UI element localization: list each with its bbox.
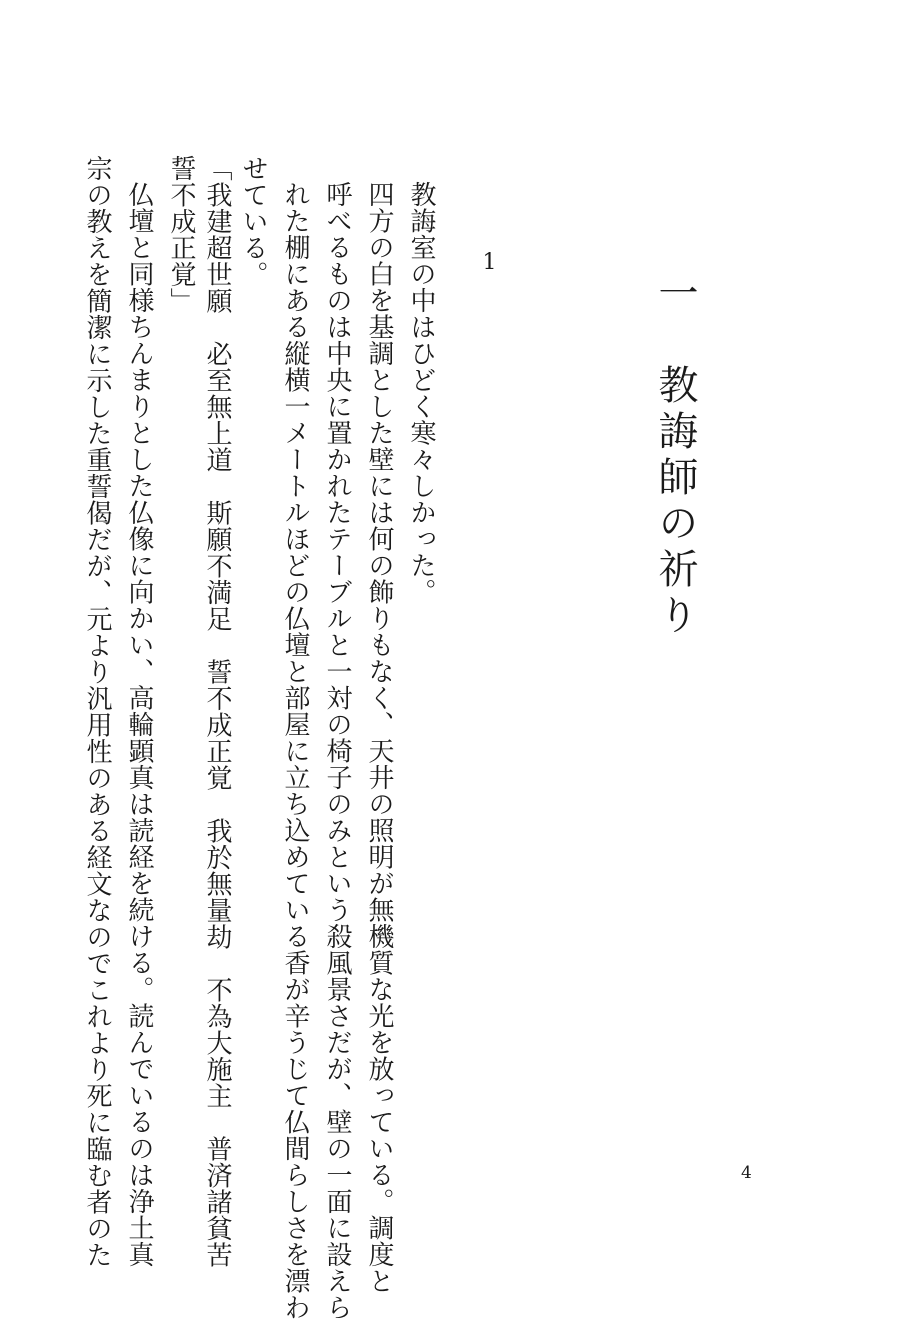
body-line: 呼べるものは中央に置かれたテーブルと一対の椅子のみという殺風景さだが、壁の一面に設えら (322, 181, 352, 1321)
body-line: 仏壇と同様ちんまりとした仏像に向かい、高輪顕真は読経を続ける。読んでいるのは浄土真 (124, 181, 154, 1268)
sutra-quote-line: 誓不成正覚」 (166, 155, 196, 314)
body-line: せている。 (238, 155, 268, 288)
body-line: 宗の教えを簡潔に示した重誓偈だが、元より汎用性のある経文なのでこれより死に臨む者のた (82, 155, 112, 1268)
chapter-title: 一 教誨師の祈り (652, 272, 698, 640)
body-line: 四方の白を基調とした壁には何の飾りもなく、天井の照明が無機質な光を放っている。調度と (364, 181, 394, 1294)
body-line: れた棚にある縦横一メートルほどの仏壇と部屋に立ち込めている香が辛うじて仏間らしさを漂わ (280, 181, 310, 1321)
body-line: 教誨室の中はひどく寒々しかった。 (406, 181, 436, 605)
section-number: 1 (477, 250, 502, 275)
sutra-quote-line: 「我建超世願 必至無上道 斯願不満足 誓不成正覚 我於無量劫 不為大施主 普済諸貧苦 (202, 155, 232, 1268)
page-number: 4 (741, 1163, 752, 1183)
